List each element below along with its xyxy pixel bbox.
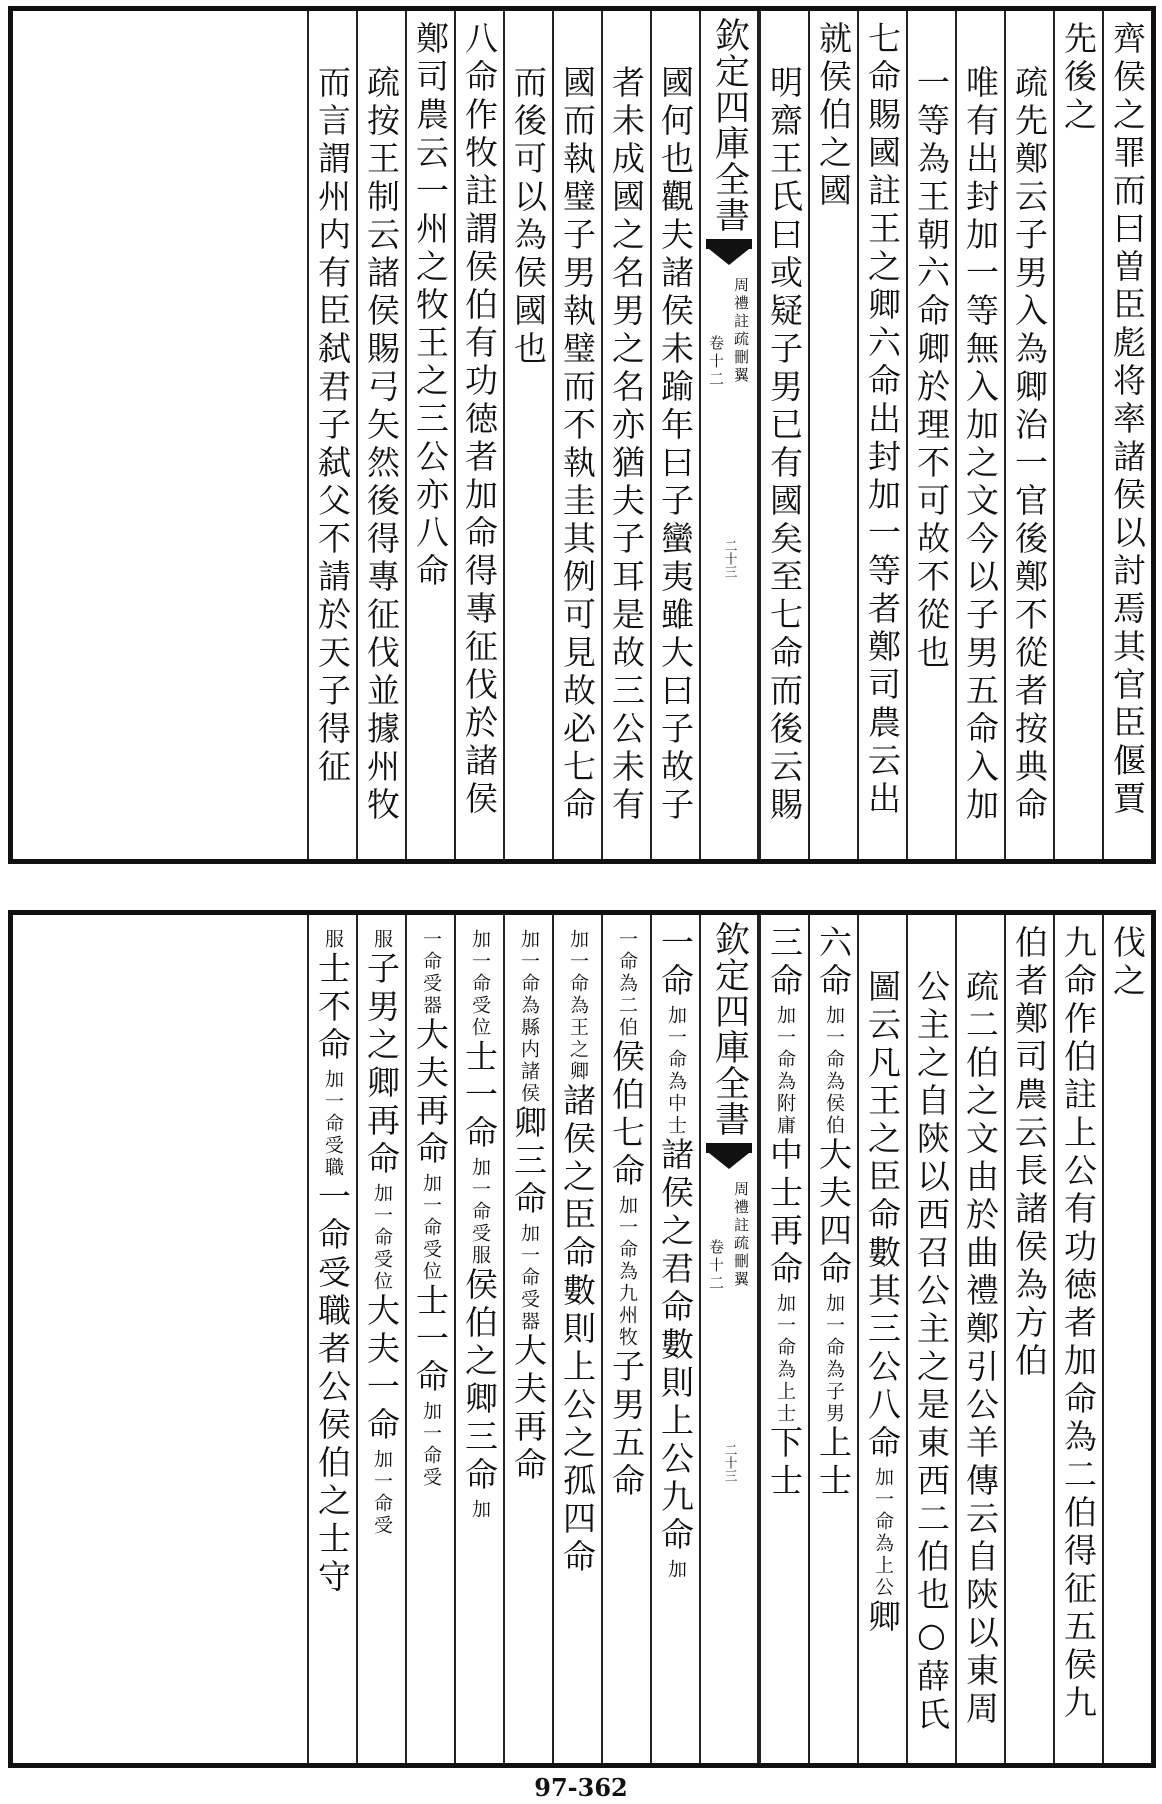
annotation-text: 加一命受服 xyxy=(469,1157,491,1267)
text-column xyxy=(906,11,955,859)
column-text: 大夫一命 xyxy=(362,1293,401,1445)
column-text: 明齋王氏曰或疑子男已有國矣至七命而後云賜 xyxy=(765,65,804,825)
text-column xyxy=(356,915,405,1763)
column-text: 大夫再命 xyxy=(411,1017,450,1169)
column-text: 鄭司農云一州之牧王之三公亦八命 xyxy=(411,21,450,591)
annotation-text: 加 xyxy=(469,1499,491,1521)
fish-tail-mark-icon xyxy=(706,239,752,269)
column-text: 一命 xyxy=(656,925,695,1001)
column-text: 卿 xyxy=(863,1599,902,1637)
leaf-number: 二十三 xyxy=(721,539,737,578)
annotation-text: 加一命受職 xyxy=(322,1069,344,1179)
column-text: 卿三命 xyxy=(509,1105,548,1219)
column-text: 齊侯之罪而曰曽臣彪将率諸侯以討焉其官臣偃賈 xyxy=(1108,21,1147,819)
column-text: 八命作牧註謂侯伯有功徳者加命得專征伐於諸侯 xyxy=(460,21,499,819)
annotation-text: 加一命受器 xyxy=(518,1223,540,1333)
annotation-text: 加 xyxy=(665,1559,687,1581)
column-text: 子男五命 xyxy=(607,1349,646,1501)
column-text: 侯伯七命 xyxy=(607,1039,646,1191)
column-text: 大夫再命 xyxy=(509,1333,548,1485)
annotation-text: 加一命為上公 xyxy=(872,1467,894,1599)
column-text: 侯伯之卿三命 xyxy=(460,1267,499,1495)
center-fold-column xyxy=(699,915,759,1763)
column-text: 九命作伯註上公有功徳者加命為二伯得征五侯九 xyxy=(1059,925,1098,1723)
column-text: 下士 xyxy=(765,1425,804,1501)
annotation-text: 加一命為王之卿 xyxy=(567,929,589,1083)
column-text: 士一命 xyxy=(411,1283,450,1397)
annotation-text: 加一命為縣内諸侯 xyxy=(518,929,540,1105)
text-column xyxy=(405,11,454,859)
column-text: 伐之 xyxy=(1108,925,1147,1001)
column-text: 而後可以為侯國也 xyxy=(509,65,548,369)
text-column xyxy=(1102,915,1151,1763)
text-column xyxy=(808,11,857,859)
text-column xyxy=(454,11,503,859)
column-text: 六命 xyxy=(814,925,853,1001)
text-column xyxy=(552,915,601,1763)
text-column xyxy=(759,915,808,1763)
column-text: 諸侯之臣命數則上公之孤四命 xyxy=(558,1083,597,1577)
column-text: 而言謂州内有臣弑君子弑父不請於天子得征 xyxy=(313,65,352,787)
column-text: 先後之 xyxy=(1059,21,1098,135)
lower-page xyxy=(8,910,1156,1768)
annotation-text: 加一命為子男 xyxy=(823,1293,845,1425)
text-column xyxy=(1004,915,1053,1763)
lower-columns xyxy=(13,915,1151,1763)
annotation-text: 一命為二伯 xyxy=(616,929,638,1039)
column-text: 上士 xyxy=(814,1425,853,1501)
column-text: 唯有出封加一等無入加之文今以子男五命入加 xyxy=(961,65,1000,825)
book-title: 周禮註疏刪翼 xyxy=(732,1181,750,1289)
volume-label: 卷十二 xyxy=(707,1239,725,1293)
text-column xyxy=(1053,11,1102,859)
fish-tail-mark-icon xyxy=(706,1143,752,1173)
text-column xyxy=(307,11,356,859)
annotation-text: 服 xyxy=(371,929,393,951)
text-column xyxy=(1004,11,1053,859)
text-column xyxy=(307,915,356,1763)
text-column xyxy=(1102,11,1151,859)
text-column xyxy=(808,915,857,1763)
text-column xyxy=(503,11,552,859)
page-footer-number: 97-362 xyxy=(534,1773,628,1802)
column-text: 圖云凡王之臣命數其三公八命 xyxy=(863,969,902,1463)
annotation-text: 加一命受 xyxy=(371,1449,393,1537)
annotation-text: 加一命為上士 xyxy=(774,1293,796,1425)
annotation-text: 加一命為九州牧 xyxy=(616,1195,638,1349)
annotation-text: 加一命受 xyxy=(420,1401,442,1489)
text-column xyxy=(454,915,503,1763)
upper-columns xyxy=(13,11,1151,859)
text-column xyxy=(552,11,601,859)
annotation-text: 加一命受位 xyxy=(420,1173,442,1283)
text-column xyxy=(955,915,1004,1763)
column-text: 大夫四命 xyxy=(814,1137,853,1289)
collection-title: 欽定四庫全書 xyxy=(709,921,750,1137)
column-text: 疏按王制云諸侯賜弓矢然後得專征伐並據州牧 xyxy=(362,65,401,825)
text-column xyxy=(601,915,650,1763)
annotation-text: 服 xyxy=(322,929,344,951)
annotation-text: 一命受器 xyxy=(420,929,442,1017)
column-text: 國何也觀夫諸侯未踰年曰子蠻夷雖大曰子故子 xyxy=(656,65,695,825)
text-column xyxy=(759,11,808,859)
text-column xyxy=(650,915,699,1763)
text-column xyxy=(356,11,405,859)
text-column xyxy=(601,11,650,859)
column-text: 士不命 xyxy=(313,951,352,1065)
column-text: 一命受職者公侯伯之士守 xyxy=(313,1179,352,1597)
center-info xyxy=(706,1181,752,1293)
center-fold-column xyxy=(699,11,759,859)
column-text: 士一命 xyxy=(460,1039,499,1153)
column-text: 就侯伯之國 xyxy=(814,21,853,211)
text-column xyxy=(650,11,699,859)
column-text: 伯者鄭司農云長諸侯為方伯 xyxy=(1010,925,1049,1381)
volume-label: 卷十二 xyxy=(707,335,725,389)
annotation-text: 加一命受位 xyxy=(469,929,491,1039)
text-column xyxy=(857,915,906,1763)
column-text: 諸侯之君命數則上公九命 xyxy=(656,1137,695,1555)
text-column xyxy=(1053,915,1102,1763)
leaf-number: 二十三 xyxy=(721,1443,737,1482)
text-column xyxy=(906,915,955,1763)
column-text: 者未成國之名男之名亦猶夫子耳是故三公未有 xyxy=(607,65,646,825)
column-text: 子男之卿再命 xyxy=(362,951,401,1179)
column-text: 中士再命 xyxy=(765,1137,804,1289)
collection-title: 欽定四庫全書 xyxy=(709,17,750,233)
text-column xyxy=(955,11,1004,859)
annotation-text: 加一命受位 xyxy=(371,1183,393,1293)
annotation-text: 加一命為侯伯 xyxy=(823,1005,845,1137)
text-column xyxy=(857,11,906,859)
annotation-text: 加一命為附庸 xyxy=(774,1005,796,1137)
column-text: 一等為王朝六命卿於理不可故不從也 xyxy=(912,65,951,673)
column-text: 疏先鄭云子男入為卿治一官後鄭不從者按典命 xyxy=(1010,65,1049,825)
column-text: 國而執璧子男執璧而不執圭其例可見故必七命 xyxy=(558,65,597,825)
column-text: 七命賜國註王之卿六命出封加一等者鄭司農云出 xyxy=(863,21,902,819)
upper-page xyxy=(8,6,1156,864)
column-text: 三命 xyxy=(765,925,804,1001)
text-column xyxy=(405,915,454,1763)
column-text: 公主之自陝以西召公主之是東西二伯也○薛氏 xyxy=(912,969,951,1735)
column-text: 疏二伯之文由於曲禮鄭引公羊傳云自陝以東周 xyxy=(961,969,1000,1729)
text-column xyxy=(503,915,552,1763)
annotation-text: 加一命為中士 xyxy=(665,1005,687,1137)
book-title: 周禮註疏刪翼 xyxy=(732,277,750,385)
center-info xyxy=(706,277,752,389)
